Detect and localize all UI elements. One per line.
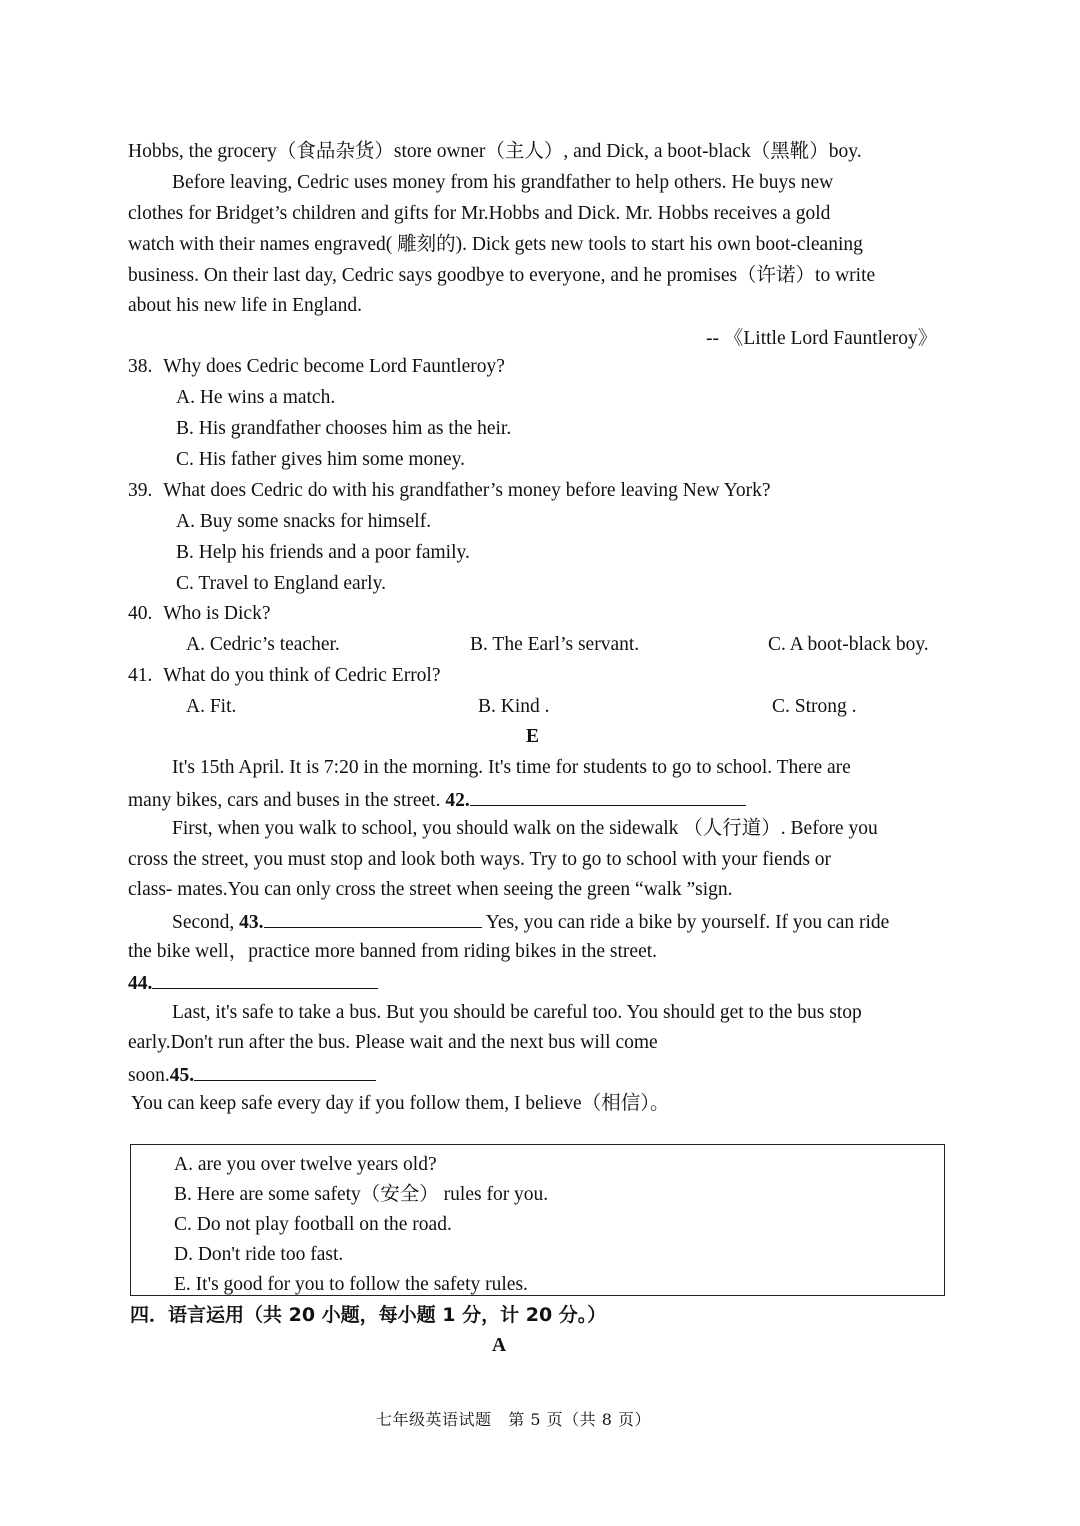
box-option-b[interactable]: B. Here are some safety（安全） rules for you. xyxy=(174,1184,549,1205)
question-stem: What do you think of Cedric Errol? xyxy=(163,665,441,686)
passage-text: soon. xyxy=(128,1065,170,1086)
passage-line: business. On their last day, Cedric says goodbye to everyone, and he promises（许诺）to write xyxy=(128,265,876,286)
section-four-letter: A xyxy=(492,1335,507,1356)
passage-line: Last, it's safe to take a bus. But you should be careful too. You should get to the bus stop xyxy=(172,1002,862,1023)
option-40-b[interactable]: B. The Earl’s servant. xyxy=(470,634,640,655)
passage-line xyxy=(128,787,746,813)
box-option-e[interactable]: E. It's good for you to follow the safety rules. xyxy=(174,1274,528,1295)
option-39-c[interactable]: C. Travel to England early. xyxy=(176,573,386,594)
passage-text: many bikes, cars and buses in the street. xyxy=(128,790,441,811)
box-option-d[interactable]: D. Don't ride too fast. xyxy=(174,1244,344,1265)
option-41-a[interactable]: A. Fit. xyxy=(186,696,237,717)
passage-text: Second, xyxy=(172,912,235,933)
section-letter-e: E xyxy=(526,726,540,747)
box-option-c[interactable]: C. Do not play football on the road. xyxy=(174,1214,452,1235)
answer-blank-45[interactable] xyxy=(194,1062,376,1081)
passage-line xyxy=(128,1062,376,1088)
passage-line xyxy=(128,970,378,996)
section-four-heading: 四．语言运用（共 20 小题，每小题 1 分，计 20 分。） xyxy=(130,1304,607,1326)
answer-blank-42[interactable] xyxy=(470,787,746,806)
passage-line: watch with their names engraved( 雕刻的). Dick gets new tools to start his own boot-cleaning xyxy=(128,234,863,255)
option-38-a[interactable]: A. He wins a match. xyxy=(176,387,336,408)
question-stem: What does Cedric do with his grandfather’s money before leaving New York? xyxy=(163,480,771,501)
answer-blank-43[interactable] xyxy=(264,909,482,928)
question-39 xyxy=(128,479,770,503)
option-41-b[interactable]: B. Kind . xyxy=(478,696,550,717)
question-number: 40. xyxy=(128,603,153,624)
question-stem: Who is Dick? xyxy=(163,603,271,624)
box-option-a[interactable]: A. are you over twelve years old? xyxy=(174,1154,437,1175)
option-39-b[interactable]: B. Help his friends and a poor family. xyxy=(176,542,470,563)
passage-line xyxy=(172,909,889,935)
passage-line: It's 15th April. It is 7:20 in the morning. It's time for students to go to school. There are xyxy=(172,757,851,778)
passage-line: Before leaving, Cedric uses money from his grandfather to help others. He buys new xyxy=(172,172,834,193)
option-40-c[interactable]: C. A boot-black boy. xyxy=(768,634,929,655)
answer-blank-44[interactable] xyxy=(152,970,378,989)
passage-line: You can keep safe every day if you follow them, I believe（相信）。 xyxy=(131,1093,670,1114)
option-41-c[interactable]: C. Strong . xyxy=(772,696,857,717)
option-39-a[interactable]: A. Buy some snacks for himself. xyxy=(176,511,432,532)
passage-source: -- 《Little Lord Fauntleroy》 xyxy=(706,328,938,349)
passage-line: class- mates.You can only cross the street when seeing the green “walk ”sign. xyxy=(128,879,733,900)
question-38 xyxy=(128,355,505,379)
question-number: 41. xyxy=(128,665,153,686)
question-stem: Why does Cedric become Lord Fauntleroy? xyxy=(163,356,505,377)
passage-line: the bike well，practice more banned from riding bikes in the street. xyxy=(128,941,658,962)
blank-number-44: 44. xyxy=(128,973,153,994)
blank-number-42: 42. xyxy=(445,790,470,811)
question-number: 38. xyxy=(128,356,153,377)
blank-number-45: 45. xyxy=(169,1065,195,1086)
blank-number-43: 43. xyxy=(239,912,264,933)
question-40 xyxy=(128,602,270,626)
question-number: 39. xyxy=(128,480,153,501)
passage-line: Hobbs, the grocery（食品杂货）store owner（主人）, and Dick, a boot-black（黑靴）boy. xyxy=(128,141,862,162)
page-footer: 七年级英语试题 第 5 页（共 8 页） xyxy=(376,1410,651,1429)
passage-line: cross the street, you must stop and look both ways. Try to go to school with your fiends or xyxy=(128,849,832,870)
passage-line: clothes for Bridget’s children and gifts for Mr.Hobbs and Dick. Mr. Hobbs receives a gold xyxy=(128,203,831,224)
passage-line: First, when you walk to school, you should walk on the sidewalk （人行道）. Before you xyxy=(172,818,878,839)
option-40-a[interactable]: A. Cedric’s teacher. xyxy=(186,634,340,655)
question-41 xyxy=(128,664,441,688)
passage-line: early.Don't run after the bus. Please wait and the next bus will come xyxy=(128,1032,658,1053)
passage-line: about his new life in England. xyxy=(128,295,362,316)
option-38-b[interactable]: B. His grandfather chooses him as the heir. xyxy=(176,418,512,439)
option-38-c[interactable]: C. His father gives him some money. xyxy=(176,449,466,470)
passage-text: Yes, you can ride a bike by yourself. If you can ride xyxy=(485,912,890,933)
